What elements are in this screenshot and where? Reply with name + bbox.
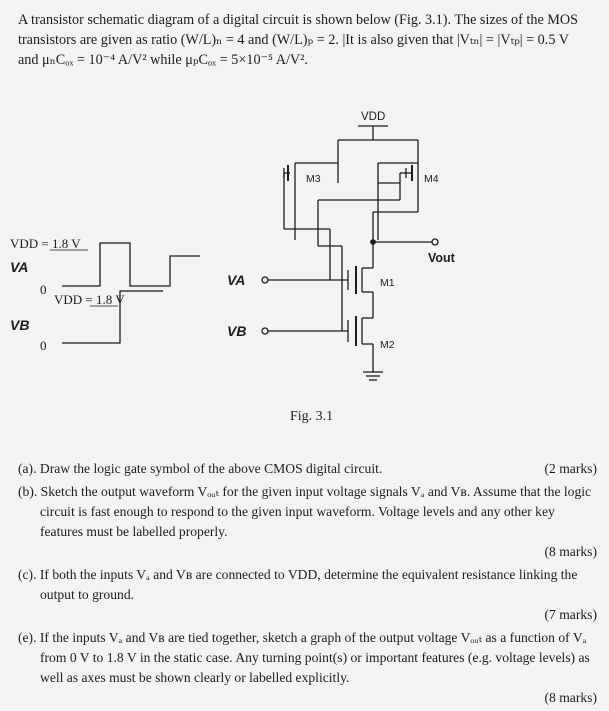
question-c-text: (c). If both the inputs Vₐ and Vʙ are connected to VDD, determine the equivalent resistance linking the output to ground. xyxy=(18,567,578,602)
zero-label-a: 0 xyxy=(40,282,47,297)
m3-label: M3 xyxy=(306,173,321,185)
vout-label: Vout xyxy=(428,251,455,265)
question-c-marks: (7 marks) xyxy=(544,607,597,622)
vdd-label: VDD xyxy=(361,111,386,123)
vb-label: VB xyxy=(10,317,30,333)
va-waveform xyxy=(62,243,200,286)
m4-label: M4 xyxy=(424,173,439,185)
question-c xyxy=(18,565,603,625)
cmos-schematic xyxy=(262,126,438,380)
m2-label: M2 xyxy=(380,339,395,351)
intro-line-2: transistors are given as ratio (W/L)ₙ = 4 and (W/L)ₚ = 2. |It is also given that |Vₜₙ| = |Vₜₚ| = 0.5 V xyxy=(18,32,569,48)
question-list xyxy=(18,459,603,711)
intro-line-3: and μₙCₒₓ = 10⁻⁴ A/V² while μₚCₒₓ = 5×10⁻⁵ A/V². xyxy=(18,52,308,68)
va-input-label: VA xyxy=(227,272,246,288)
question-e-text: (e). If the inputs Vₐ and Vʙ are tied together, sketch a graph of the output voltage Vₒᵤₜ as a function of Vₐ from 0 V to 1.8 V in the static case. Any turning point(s) or important features (e.g. voltage levels) as well as axes must be shown clearly or labelled explicitly. xyxy=(18,630,590,685)
question-e-marks: (8 marks) xyxy=(544,690,597,705)
question-a xyxy=(18,459,603,479)
question-b-text: (b). Sketch the output waveform Vₒᵤₜ for the given input voltage signals Vₐ and Vʙ. Assume that the logic circuit is fast enough to respond to the given input waveform. Voltage levels and any other key features must be labelled properly. xyxy=(18,484,592,539)
m1-label: M1 xyxy=(380,277,395,289)
question-b xyxy=(18,482,603,562)
vb-input-label: VB xyxy=(227,323,247,339)
vdd-label-b: VDD = 1.8 V xyxy=(54,292,125,307)
question-b-marks: (8 marks) xyxy=(544,544,597,559)
question-a-text: (a). Draw the logic gate symbol of the above CMOS digital circuit. xyxy=(18,461,383,476)
vdd-label-a: VDD = 1.8 V xyxy=(10,236,81,251)
va-input-terminal xyxy=(262,277,268,283)
vb-input-terminal xyxy=(262,328,268,334)
question-e xyxy=(18,628,603,708)
intro-line-1: A transistor schematic diagram of a digital circuit is shown below (Fig. 3.1). The sizes of the MOS xyxy=(18,12,579,28)
question-a-marks: (2 marks) xyxy=(544,461,597,476)
figure-caption: Fig. 3.1 xyxy=(290,409,334,424)
zero-label-b: 0 xyxy=(40,338,47,353)
va-label: VA xyxy=(10,259,29,275)
